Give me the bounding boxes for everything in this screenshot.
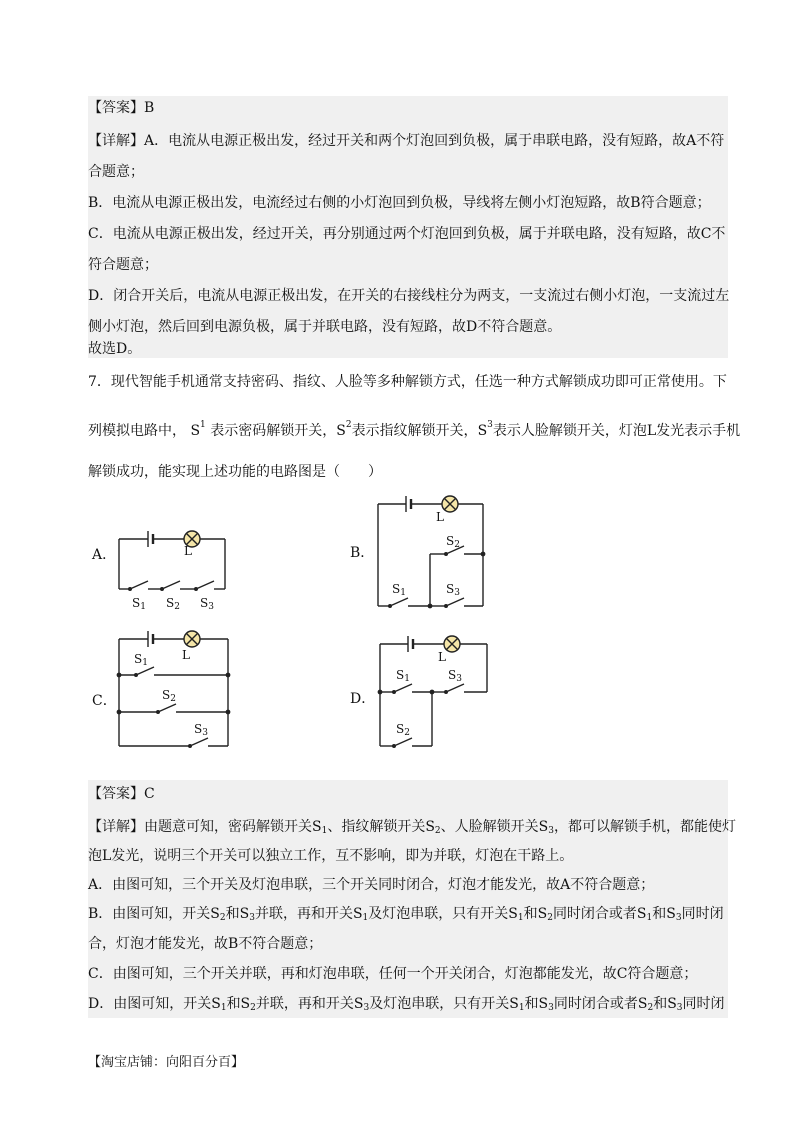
prev-detail-line: 符合题意；: [88, 257, 158, 273]
footer-shop-name: 【淘宝店铺：向阳百分百】: [88, 1055, 245, 1070]
lamp-label: L: [438, 650, 446, 664]
switch-s3-label: $S_3$: [448, 668, 462, 684]
switch-s2-label: $S_2$: [446, 534, 460, 550]
prev-detail-line: C．电流从电源正极出发，经过开关，再分别通过两个灯泡回到负极，属于并联电路，没有短路，故C不: [88, 226, 726, 242]
question-line-3: 解锁成功，能实现上述功能的电路图是（ ）: [88, 464, 382, 480]
switch-s1-label: $S_1$: [132, 596, 146, 612]
switch-s3-label: $S_3$: [194, 722, 208, 738]
option-a-label: A．: [92, 547, 117, 563]
prev-detail-line: D．闭合开关后，电流从电源正极出发，在开关的右接线柱分为两支，一支流过右侧小灯泡，一支流过左: [88, 288, 730, 304]
detail-line-1: 【详解】由题意可知，密码解锁开关$S_1$、指纹解锁开关$S_2$、人脸解锁开关$S_3$，都可以解锁手机，都能使灯: [88, 819, 736, 836]
detail-line-2: 泡L发光，说明三个开关可以独立工作，互不影响，即为并联，灯泡在干路上。: [88, 848, 574, 864]
prev-detail-line: B．电流从电源正极出发，电流经过右侧的小灯泡回到负极，导线将左侧小灯泡短路，故B符合题意；: [88, 195, 711, 211]
circuit-b: [350, 490, 510, 615]
circuit-c-diagram: [92, 622, 252, 752]
switch-s1-label: $S_1$: [392, 582, 406, 598]
prev-detail-line: 故选D。: [88, 341, 142, 357]
answer-block: [88, 780, 736, 1018]
lamp-label: L: [436, 510, 444, 524]
option-b-label: B．: [350, 545, 375, 561]
circuit-c: [92, 622, 252, 752]
detail-line-5: 合，灯泡才能发光，故B不符合题意；: [88, 936, 323, 952]
switch-s1-label: $S_1$: [134, 652, 148, 668]
answer-line: 【答案】C: [88, 786, 155, 802]
detail-line-4: B．由图可知，开关$S_2$和$S_3$并联，再和开关$S_1$及灯泡串联，只有开关$S_1$和$S_2$同时闭合或者$S_1$和$S_3$同时闭: [88, 906, 724, 923]
switch-s2-label: $S_2$: [162, 688, 176, 704]
detail-line-6: C．由图可知，三个开关并联，再和灯泡串联，任何一个开关闭合，灯泡都能发光，故C符合题意；: [88, 966, 698, 982]
option-c-label: C．: [92, 693, 117, 709]
prev-detail-line: 【详解】A．电流从电源正极出发，经过开关和两个灯泡回到负极，属于串联电路，没有短路，故A不符: [88, 133, 725, 149]
prev-detail-line: 侧小灯泡，然后回到电源负极，属于并联电路，没有短路，故D不符合题意。: [88, 319, 562, 335]
previous-answer-block: [88, 96, 728, 358]
option-d-label: D．: [350, 691, 376, 707]
circuit-d: [350, 626, 510, 752]
switch-s2-label: $S_2$: [396, 722, 410, 738]
question-line-1: 7．现代智能手机通常支持密码、指纹、人脸等多种解锁方式，任选一种方式解锁成功即可正常使用。下: [88, 374, 727, 390]
switch-s2-label: $S_2$: [166, 596, 180, 612]
lamp-label: L: [184, 544, 192, 558]
switch-s3-label: $S_3$: [446, 582, 460, 598]
circuit-d-diagram: [350, 626, 510, 752]
circuit-a: [92, 520, 252, 615]
detail-line-3: A．由图可知，三个开关及灯泡串联，三个开关同时闭合，灯泡才能发光，故A不符合题意；: [88, 877, 655, 893]
lamp-label: L: [182, 648, 190, 662]
question-line-2: 列模拟电路中， $S_1$ 表示密码解锁开关，$S_2$表示指纹解锁开关，$S_3$表示人脸解锁开关，灯泡L发光表示手机: [88, 420, 741, 439]
circuit-b-diagram: [350, 490, 510, 615]
prev-detail-line: 合题意；: [88, 164, 144, 180]
switch-s1-label: $S_1$: [396, 668, 410, 684]
prev-answer-line: 【答案】B: [88, 100, 155, 116]
detail-line-7: D．由图可知，开关$S_1$和$S_2$并联，再和开关$S_3$及灯泡串联，只有开关$S_1$和$S_3$同时闭合或者$S_2$和$S_3$同时闭: [88, 996, 725, 1013]
switch-s3-label: $S_3$: [200, 596, 214, 612]
